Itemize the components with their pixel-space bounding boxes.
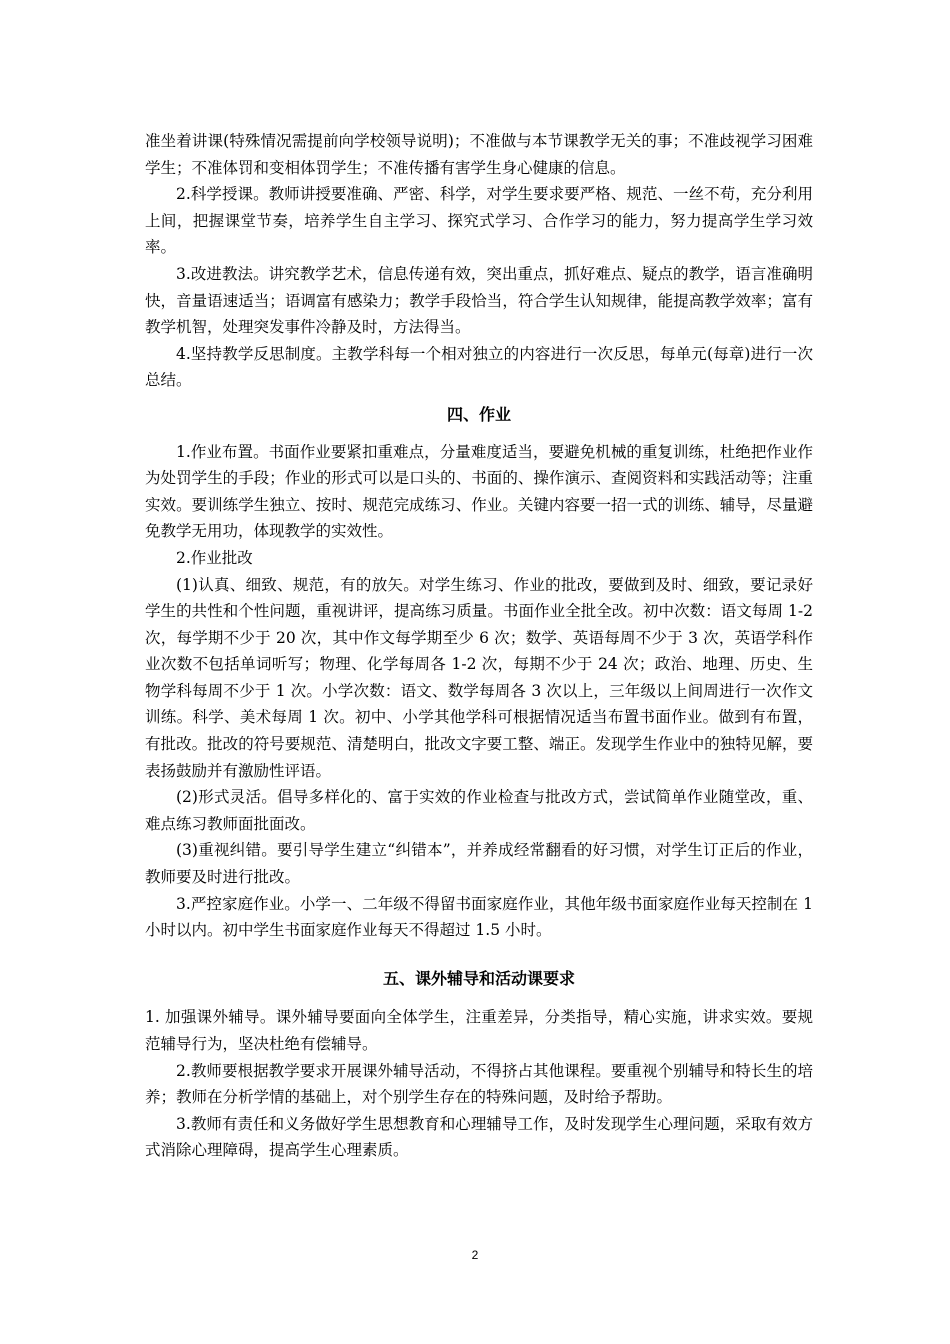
paragraph-home-homework: 3.严控家庭作业。小学一、二年级不得留书面家庭作业，其他年级书面家庭作业每天控制在 1 小时以内。初中学生书面家庭作业每天不得超过 1.5 小时。 [145,894,813,940]
section-heading-tutoring: 五、课外辅导和活动课要求 [382,968,575,988]
section-3-teaching [145,128,813,394]
paragraph-correction-flexible: (2)形式灵活。倡导多样化的、富于实效的作业检查与批改方式，尝试简单作业随堂改，重、难点练习教师面批面改。 [145,788,813,833]
paragraph-correction-careful: (1)认真、细致、规范，有的放矢。对学生练习、作业的批改，要做到及时、细致，要记录好学生的共性和个性问题，重视讲评，提高练习质量。书面作业全批全改。初中次数：语文每周 1-2 次，每学期不少于 20 次，其中作文每学期至少 6 次；数学、英语每周不少于 3 次，英语学科作业次数不包括单词听写；物理、化学每周各 1-2 次，每期不少于 24 次；政治、地理、历史、生物学科每周不少于 1 次。小学次数：语文、数学每周各 3 次以上，三年级以上间周进行一次作文训练。科学、美术每周 1 次。初中、小学其他学科可根据情况适当布置书面作业。做到有布置，有批改。批改的符号要规范、清楚明白，批改文字要工整、端正。发现学生作业中的独特见解，要表扬鼓励并有激励性评语。 [145,575,813,780]
document-body [145,128,813,1164]
paragraph-continuation: 准坐着讲课(特殊情况需提前向学校领导说明)；不准做与本节课教学无关的事；不准歧视学习困难学生；不准体罚和变相体罚学生；不准传播有害学生身心健康的信息。 [145,132,813,177]
paragraph-tutoring-activities: 2.教师要根据教学要求开展课外辅导活动，不得挤占其他课程。要重视个别辅导和特长生的培养；教师在分析学情的基础上，对个别学生存在的特殊问题，及时给予帮助。 [145,1061,813,1107]
paragraph-reflection: 4.坚持教学反思制度。主教学科每一个相对独立的内容进行一次反思，每单元(每章)进行一次总结。 [145,344,813,390]
paragraph-correction-errors: (3)重视纠错。要引导学生建立“纠错本”，并养成经常翻看的好习惯，对学生订正后的作业，教师要及时进行批改。 [145,841,813,887]
section-5-tutoring [145,966,813,1164]
section-heading-homework: 四、作业 [446,404,511,424]
page-number: 2 [471,1248,479,1262]
paragraph-scientific-teaching: 2.科学授课。教师讲授要准确、严密、科学，对学生要求要严格、规范、一丝不苟，充分利用上间，把握课堂节奏，培养学生自主学习、探究式学习、合作学习的能力，努力提高学生学习效率。 [145,185,813,257]
section-4-homework [145,402,813,944]
paragraph-homework-correction-title: 2.作业批改 [176,548,253,567]
paragraph-improve-methods: 3.改进教法。讲究教学艺术，信息传递有效，突出重点，抓好难点、疑点的教学，语言准确明快，音量语速适当；语调富有感染力；教学手段恰当，符合学生认知规律，能提高教学效率；富有教学机智，处理突发事件冷静及时，方法得当。 [145,264,813,337]
paragraph-homework-assignment: 1.作业布置。书面作业要紧扣重难点，分量难度适当，要避免机械的重复训练，杜绝把作业作为处罚学生的手段；作业的形式可以是口头的、书面的、操作演示、查阅资料和实践活动等；注重实效。要训练学生独立、按时、规范完成练习、作业。关键内容要一招一式的训练、辅导，尽量避免教学无用功，体现教学的实效性。 [145,442,813,541]
paragraph-strengthen-tutoring: 1. 加强课外辅导。课外辅导要面向全体学生，注重差异，分类指导，精心实施，讲求实效。要规范辅导行为，坚决杜绝有偿辅导。 [145,1008,813,1053]
paragraph-psychological-guidance: 3.教师有责任和义务做好学生思想教育和心理辅导工作，及时发现学生心理问题，采取有效方式消除心理障碍，提高学生心理素质。 [145,1114,813,1160]
